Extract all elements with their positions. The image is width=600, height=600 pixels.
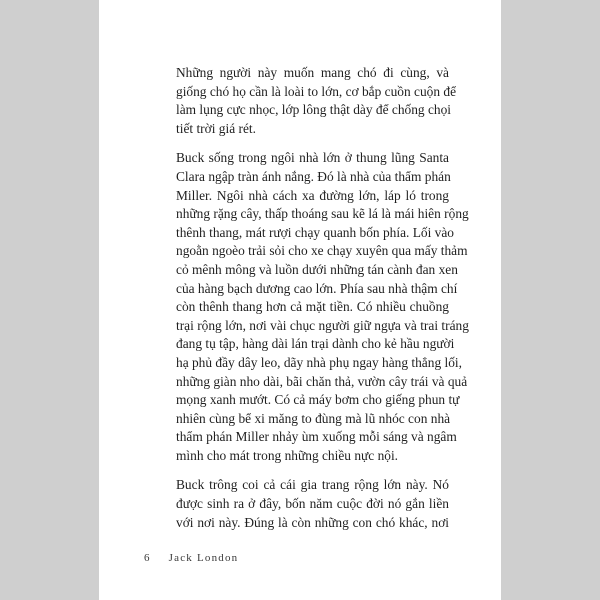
text-line: những giàn nho dài, bãi chăn thả, vườn cây trái và quả <box>176 373 468 389</box>
text-line: tiết trời giá rét. <box>176 120 256 136</box>
text-line: Clara ngập tràn ánh nắng. Đó là nhà của thẩm phán <box>176 168 451 184</box>
text-line: đang tụ tập, hàng dài lán trại dành cho kẻ hầu người <box>176 336 455 352</box>
text-line: làm lụng cực nhọc, lớp lông thật dày để chống chọi <box>176 102 452 118</box>
text-line: ngoằn ngoèo trải sỏi cho xe chạy xuyên qua mấy thảm <box>176 243 468 259</box>
text-line: Buck sống trong ngôi nhà lớn ở thung lũng Santa <box>176 150 449 166</box>
text-line: những rặng cây, thấp thoáng sau kẽ lá là mái hiên rộng <box>176 206 469 222</box>
running-head-author: Jack London <box>168 552 239 564</box>
text-line: mình cho mát trong những chiều nực nội. <box>176 447 399 463</box>
text-line: trại rộng lớn, nơi vài chục người giữ ngựa và trai tráng <box>176 317 469 333</box>
text-line: Những người này muốn mang chó đi cùng, và <box>176 65 449 80</box>
text-line: còn thênh thang hơn cả mặt tiền. Có nhiều chuồng <box>176 299 449 315</box>
text-line: mọng xanh mướt. Có cả máy bơm cho giếng phun tự <box>176 392 460 408</box>
paragraph-3 <box>164 476 449 532</box>
paragraph-2 <box>164 149 469 465</box>
text-line: giống chó họ cần là loài to lớn, cơ bắp cuồn cuộn để <box>176 83 457 99</box>
text-line: với nơi này. Đúng là còn những con chó khác, nơi <box>176 514 449 530</box>
text-line: nhiên cùng bể xi măng to đùng mà lũ nhóc con nhà <box>176 410 451 426</box>
text-line: Buck trông coi cả cái gia trang rộng lớn này. Nó <box>176 477 449 493</box>
page-number: 6 <box>144 552 151 564</box>
book-page <box>99 0 501 600</box>
page-footer <box>144 552 238 564</box>
text-line: hạ phủ đầy dây leo, dãy nhà phụ ngay hàng thẳng lối, <box>176 354 462 370</box>
paragraph-1 <box>164 64 457 138</box>
text-line: thênh thang, mát rượi chạy quanh bốn phía. Lối vào <box>176 224 454 240</box>
text-line: Miller. Ngôi nhà cách xa đường lớn, láp ló trong <box>176 187 449 203</box>
page-body-text <box>164 64 469 543</box>
text-line: cỏ mênh mông và luồn dưới những tán cành đan xen <box>176 261 458 277</box>
text-line: được sinh ra ở đây, bốn năm cuộc đời nó gắn liền <box>176 496 449 512</box>
text-line: thẩm phán Miller nhảy ùm xuống mỗi sáng và ngâm <box>176 429 457 445</box>
text-line: của hàng bạch dương cao lớn. Phía sau nhà thậm chí <box>176 280 458 296</box>
